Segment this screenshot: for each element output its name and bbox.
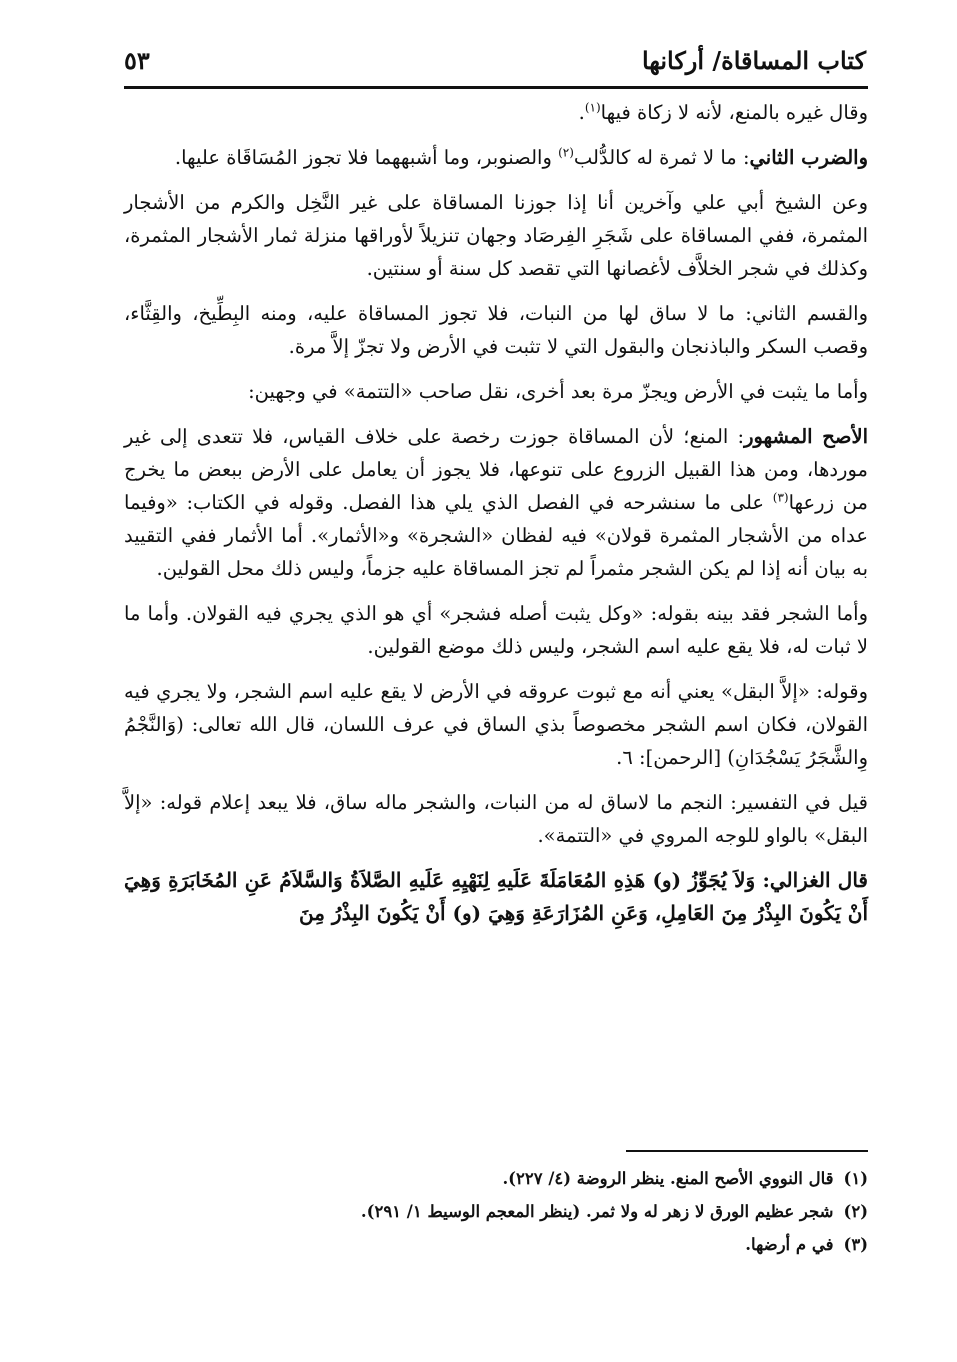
paragraph: والضرب الثاني: ما لا ثمرة له كالدُّلب$^{(٢)}$ والصنوبر، وما أشبههما فلا تجوز المُسَاقَاة عليها. [174, 145, 868, 169]
footnote-ref: (٣) [772, 490, 789, 505]
paragraph: وأما الشجر فقد بينه بقوله: «وكل يثبت أصله فشجر» أي هو الذي يجري فيه القولان. وأما ما لا ثبات له، فلا يقع عليه اسم الشجر، وليس ذلك موضع القولين. [124, 602, 868, 658]
main-text [124, 96, 868, 942]
footnote-rule [626, 1150, 868, 1152]
footnote-number: (١) [843, 1169, 868, 1188]
paragraph: وقوله: «إلاَّ البقل» يعني أنه مع ثبوت عروقه في الأرض لا يقع عليه اسم الشجر، ولا يجري فيه القولان، فكان اسم الشجر مخصوصاً بذي الساق في عرف اللسان، قال الله تعالى: (وَالنَّجْمُ وِالشَّجَرُ يَسْجُدَانِ) [الرحمن]: ٦. [124, 680, 868, 769]
paragraph: وأما ما يثبت في الأرض ويجزّ مرة بعد أخرى، نقل صاحب «التتمة» في وجهين: [248, 380, 868, 403]
footnote-number: (٣) [843, 1235, 868, 1254]
page-header [124, 38, 866, 84]
footnote-ref: (١) [584, 100, 601, 115]
footnote-number: (٢) [843, 1202, 868, 1221]
footnote-text: شجر عظيم الورق لا زهر له ولا ثمر. (ينظر المعجم الوسيط ١/ ٢٩١). [360, 1202, 834, 1221]
header-rule [124, 86, 868, 89]
running-title: كتاب المساقاة/ أركانها [641, 46, 866, 75]
footnote [124, 1162, 868, 1195]
footnote-ref: (٢) [558, 145, 574, 160]
footnote [124, 1228, 868, 1261]
paragraph: قيل في التفسير: النجم ما لاساق له من النبات، والشجر ماله ساق، فلا يبعد إعلام قوله: «إلاَّ البقل» بالواو للوجه المروي في «التتمة». [124, 791, 868, 847]
bold-lead: الأصح المشهور [744, 425, 868, 448]
matn-paragraph: قال الغزالي: وَلاَ يُجَوِّزُ (و) هَذِهِ المُعَامَلَةَ عَلَيهِ لِنَهْيِهِ عَلَيهِ الصَّلاَةُ وَالسَّلاَمُ عَنِ المُخَابَرَةِ وَهِيَ أَنْ يَكُونَ البِذْرُ مِنَ العَامِلِ، وَعَنِ المُزَارَعَةِ وَهِيَ (و) أَنْ يَكُونَ البِذْرُ مِنَ [124, 868, 868, 925]
page-number: ٥٣ [124, 46, 150, 75]
paragraph: وقال غيره بالمنع، لأنه لا زكاة فيها$^{(١)}$. [578, 100, 868, 124]
bold-lead: والضرب الثاني [749, 146, 868, 169]
paragraph: والقسم الثاني: ما لا ساق لها من النبات، فلا تجوز المساقاة عليه، ومنه البِطِّيخ، والقِثَّاء، وقصب السكر والباذنجان والبقول التي لا تثبت في الأرض ولا تجزّ إلاَّ مرة. [124, 302, 868, 358]
paragraph: الأصح المشهور: المنع؛ لأن المساقاة جوزت رخصة على خلاف القياس، فلا تتعدى إلى غير موردها، ومن هذا القبيل الزروع على تنوعها، فلا يجوز أن يعامل على الأرض ببعض ما يخرج من زرعها$^{(٣)}$ على ما سنشرحه في الفصل الذي يلي هذا الفصل. وقوله في الكتاب: «وفيما عداه من الأشجار المثمرة قولان» فيه لفظان «الشجرة» و«الأثمار». أما الأثمار ففي التقييد به بيان أنه إذا لم يكن الشجر مثمراً لم تجز المساقاة عليه جزماً، وليس ذلك محل القولين. [124, 425, 869, 580]
footnotes [124, 1162, 868, 1261]
footnote [124, 1195, 868, 1228]
footnote-text: في م أرضها. [745, 1235, 834, 1254]
paragraph: وعن الشيخ أبي علي وآخرين أنا إذا جوزنا المساقاة على غير النَّخِل والكرم من الأشجار المثمرة، ففي المساقاة على شَجَرِ الفِرصَاد وجهان تنزيلاً لأوراقها منزلة ثمار الأشجار المثمرة، وكذلك في شجر الخلاَّف لأغصانها التي تقصد كل سنة أو سنتين. [124, 191, 868, 280]
footnote-text: قال النووي الأصح المنع. ينظر الروضة (٤/ ٢٢٧). [502, 1169, 834, 1188]
